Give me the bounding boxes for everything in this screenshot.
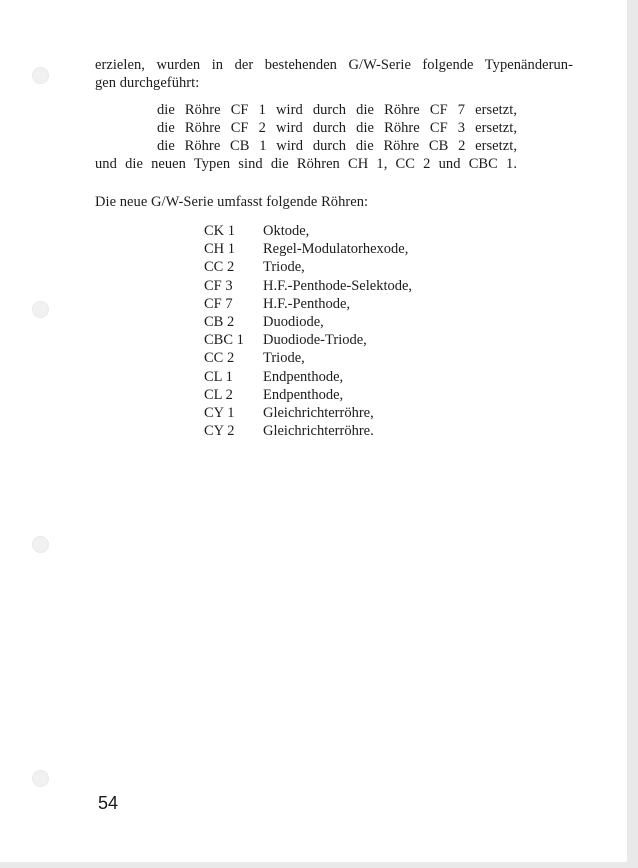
tube-description: Gleichrichterröhre. xyxy=(263,423,374,440)
tube-description: Duodiode-Triode, xyxy=(263,332,367,349)
tube-description: Endpenthode, xyxy=(263,368,344,385)
punch-hole xyxy=(32,770,49,787)
tube-description: Duodiode, xyxy=(263,313,324,330)
tube-row xyxy=(204,331,412,349)
tube-code: CL 1 xyxy=(204,368,233,385)
tube-description: H.F.-Penthode-Selektode, xyxy=(263,277,413,294)
replacement-line: die Röhre CB 1 wird durch die Röhre CB 2 ersetzt, xyxy=(157,138,517,154)
tube-row xyxy=(204,295,412,313)
tube-description: Triode, xyxy=(263,259,305,276)
tube-row xyxy=(204,240,412,258)
tube-description: H.F.-Penthode, xyxy=(263,295,351,312)
tube-row xyxy=(204,404,412,422)
tube-list xyxy=(204,222,412,440)
page-number: 54 xyxy=(98,793,119,813)
tube-code: CY 2 xyxy=(204,423,235,440)
tube-row xyxy=(204,368,412,386)
replacement-line: die Röhre CF 2 wird durch die Röhre CF 3 ersetzt, xyxy=(157,120,517,136)
punch-hole xyxy=(32,67,49,84)
tube-description: Gleichrichterröhre, xyxy=(263,404,374,421)
new-types-line: und die neuen Typen sind die Röhren CH 1, CC 2 und CBC 1. xyxy=(95,156,517,172)
tube-row xyxy=(204,422,412,440)
tube-code: CY 1 xyxy=(204,404,235,421)
tube-row xyxy=(204,277,412,295)
tube-code: CK 1 xyxy=(204,223,236,239)
intro-line-2: gen durchgeführt: xyxy=(95,75,200,91)
tube-row xyxy=(204,386,412,404)
tube-code: CF 7 xyxy=(204,295,233,312)
tube-row xyxy=(204,313,412,331)
tube-row xyxy=(204,222,412,240)
tube-code: CF 3 xyxy=(204,277,233,294)
tube-code: CB 2 xyxy=(204,313,235,330)
tube-row xyxy=(204,258,412,276)
tube-code: CH 1 xyxy=(204,241,236,258)
punch-hole xyxy=(32,301,49,318)
series-intro: Die neue G/W-Serie umfasst folgende Röhren: xyxy=(95,194,369,210)
intro-line-1: erzielen, wurden in der bestehenden G/W-Serie folgende Typenänderun- xyxy=(95,57,573,73)
tube-code: CC 2 xyxy=(204,259,235,276)
replacement-line: die Röhre CF 1 wird durch die Röhre CF 7 ersetzt, xyxy=(157,102,517,118)
tube-row xyxy=(204,349,412,367)
tube-code: CL 2 xyxy=(204,386,233,403)
tube-description: Oktode, xyxy=(263,223,310,239)
tube-description: Endpenthode, xyxy=(263,386,344,403)
tube-description: Triode, xyxy=(263,350,305,367)
tube-description: Regel-Modulatorhexode, xyxy=(263,241,409,258)
punch-hole xyxy=(32,536,49,553)
tube-code: CC 2 xyxy=(204,350,235,367)
tube-code: CBC 1 xyxy=(204,332,244,349)
